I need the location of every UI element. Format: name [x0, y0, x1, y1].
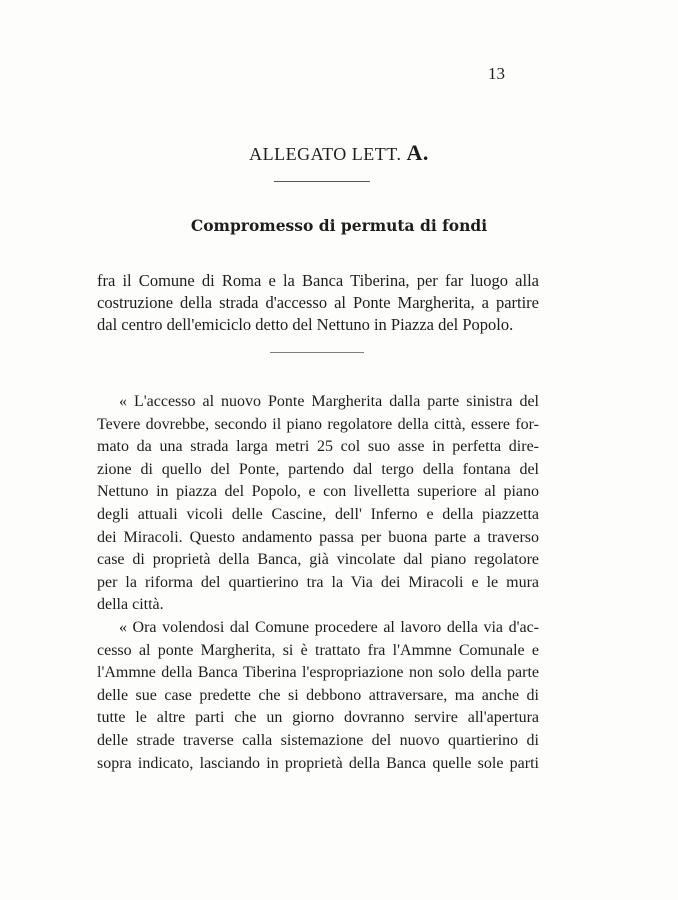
appendix-letter: A.: [406, 140, 429, 165]
intro-line: dal centro dell'emiciclo detto del Nettuno in Piazza del Popolo.: [97, 315, 514, 334]
text-line: Nettuno in piazza del Popolo, e con livelletta superiore al piano: [97, 483, 539, 501]
paragraph-2: [97, 617, 539, 775]
intro-line: fra il Comune di Roma e la Banca Tiberina, per far luogo alla: [97, 271, 539, 290]
appendix-heading: [0, 140, 678, 166]
text-line: delle strade traverse calla sistemazione del nuovo quartierino di: [97, 731, 539, 749]
text-line: l'Ammne della Banca Tiberina l'espropriazione non solo della parte: [97, 664, 539, 682]
text-line: dei Miracoli. Questo andamento passa per buona parte a traverso: [97, 528, 539, 546]
heading-divider: [274, 181, 370, 182]
appendix-heading-text: ALLEGATO LETT.: [249, 144, 402, 164]
text-line: Tevere dovrebbe, secondo il piano regolatore della città, essere for-: [97, 415, 539, 433]
text-line: per la riforma del quartierino tra la Via dei Miracoli e le mura: [97, 573, 539, 591]
text-line: mato da una strada larga metri 25 col suo asse in perfetta dire-: [97, 438, 539, 456]
intro-divider: [270, 352, 364, 353]
text-line: tutte le altre parti che un giorno dovranno servire all'apertura: [97, 709, 539, 727]
document-title: Compromesso di permuta di fondi: [190, 216, 488, 235]
text-line: della città.: [97, 596, 164, 614]
text-line: « L'accesso al nuovo Ponte Margherita dalla parte sinistra del: [119, 393, 539, 410]
text-line: sopra indicato, lasciando in proprietà della Banca quelle sole parti: [97, 754, 539, 772]
text-line: cesso al ponte Margherita, si è trattato fra l'Ammne Comunale e: [97, 641, 539, 659]
body-text: [97, 391, 539, 775]
text-line: « Ora volendosi dal Comune procedere al lavoro della via d'ac-: [119, 618, 539, 636]
paragraph-1: [97, 391, 539, 617]
text-line: case di proprietà della Banca, già vincolate dal piano regolatore: [97, 551, 539, 569]
text-line: delle sue case predette che si debbono attraversare, ma anche di: [97, 686, 539, 704]
text-line: zione di quello del Ponte, partendo dal tergo della fontana del: [97, 460, 539, 478]
page-number: 13: [488, 64, 505, 83]
intro-line: costruzione della strada d'accesso al Ponte Margherita, a partire: [97, 293, 539, 312]
intro-text: [97, 270, 539, 336]
text-line: degli attuali vicoli delle Cascine, dell' Inferno e della piazzetta: [97, 505, 539, 523]
